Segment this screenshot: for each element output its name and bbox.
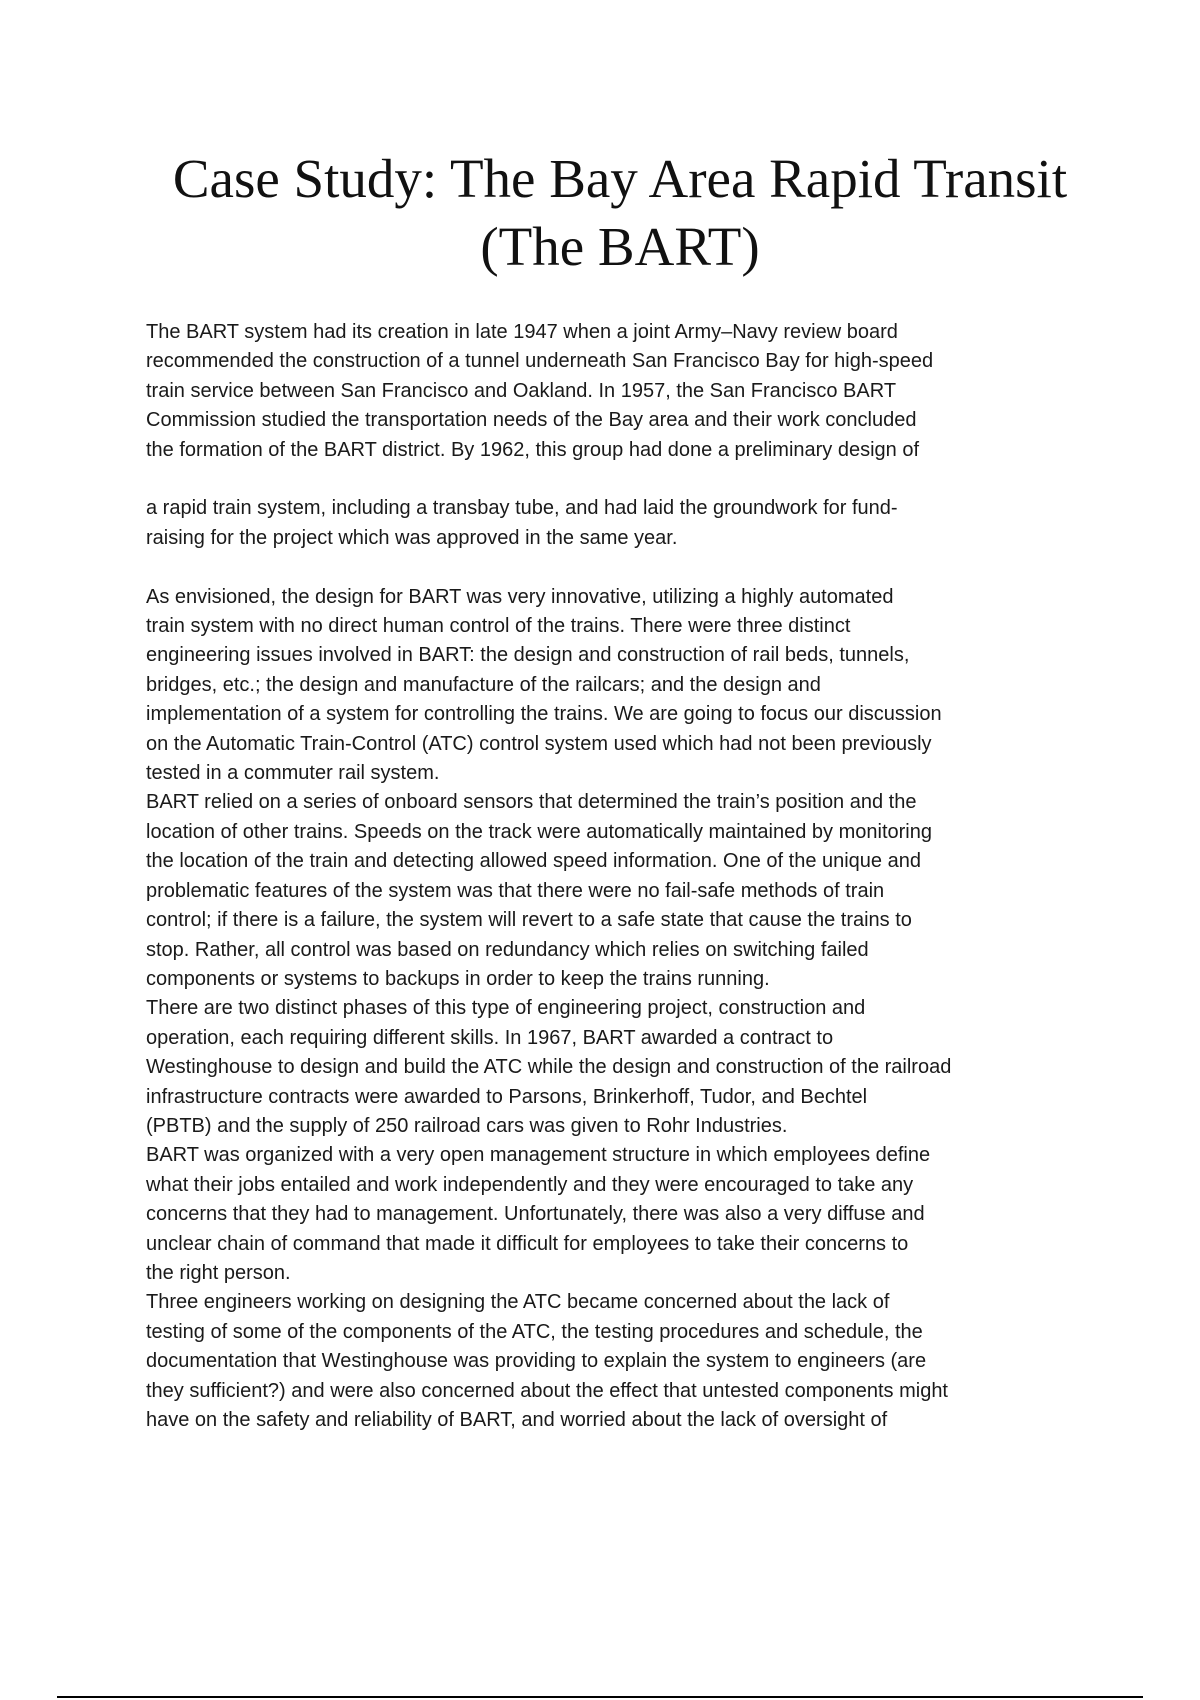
text-line: operation, each requiring different skills. In 1967, BART awarded a contract to bbox=[146, 1026, 834, 1049]
text-line: what their jobs entailed and work independently and they were encouraged to take any bbox=[146, 1173, 914, 1196]
page-title bbox=[130, 145, 1110, 281]
text-line: As envisioned, the design for BART was very innovative, utilizing a highly automated bbox=[146, 585, 894, 608]
text-line: There are two distinct phases of this type of engineering project, construction and bbox=[146, 997, 866, 1020]
text-line: location of other trains. Speeds on the track were automatically maintained by monitoring bbox=[146, 820, 932, 843]
paragraph-gap bbox=[146, 553, 1066, 582]
paragraph bbox=[146, 788, 1066, 994]
text-line: bridges, etc.; the design and manufacture of the railcars; and the design and bbox=[146, 673, 821, 696]
text-line: Westinghouse to design and build the ATC while the design and construction of the railroad bbox=[146, 1056, 952, 1079]
text-line: a rapid train system, including a transbay tube, and had laid the groundwork for fund- bbox=[146, 497, 898, 520]
text-line: they sufficient?) and were also concerned about the effect that untested components might bbox=[146, 1379, 948, 1402]
text-line: (PBTB) and the supply of 250 railroad cars was given to Rohr Industries. bbox=[146, 1114, 788, 1137]
text-line: tested in a commuter rail system. bbox=[146, 762, 440, 785]
text-line: documentation that Westinghouse was providing to explain the system to engineers (are bbox=[146, 1350, 927, 1373]
paragraph bbox=[146, 583, 1066, 789]
text-line: train service between San Francisco and Oakland. In 1957, the San Francisco BART bbox=[146, 379, 897, 402]
text-line: unclear chain of command that made it difficult for employees to take their concerns to bbox=[146, 1232, 909, 1255]
footer-rule bbox=[57, 1696, 1143, 1698]
text-line: the right person. bbox=[146, 1261, 291, 1284]
document-body bbox=[146, 318, 1066, 1435]
text-line: The BART system had its creation in late 1947 when a joint Army–Navy review board bbox=[146, 321, 898, 343]
paragraph bbox=[146, 1288, 1066, 1435]
text-line: BART relied on a series of onboard sensors that determined the train’s position and the bbox=[146, 791, 917, 814]
text-line: Three engineers working on designing the ATC became concerned about the lack of bbox=[146, 1291, 890, 1314]
text-line: BART was organized with a very open management structure in which employees define bbox=[146, 1144, 931, 1167]
text-line: implementation of a system for controlling the trains. We are going to focus our discussion bbox=[146, 703, 942, 726]
text-line: control; if there is a failure, the system will revert to a safe state that cause the trains to bbox=[146, 909, 912, 932]
paragraph bbox=[146, 1141, 1066, 1288]
title-line: Case Study: The Bay Area Rapid Transit bbox=[172, 148, 1068, 209]
text-line: have on the safety and reliability of BART, and worried about the lack of oversight of bbox=[146, 1409, 888, 1431]
text-line: testing of some of the components of the ATC, the testing procedures and schedule, the bbox=[146, 1320, 923, 1343]
text-line: infrastructure contracts were awarded to Parsons, Brinkerhoff, Tudor, and Bechtel bbox=[146, 1085, 868, 1108]
text-line: concerns that they had to management. Unfortunately, there was also a very diffuse and bbox=[146, 1203, 925, 1226]
text-line: recommended the construction of a tunnel underneath San Francisco Bay for high-speed bbox=[146, 350, 934, 373]
paragraph bbox=[146, 994, 1066, 1141]
text-line: train system with no direct human control of the trains. There were three distinct bbox=[146, 615, 851, 638]
text-line: Commission studied the transportation needs of the Bay area and their work concluded bbox=[146, 409, 917, 432]
paragraph bbox=[146, 318, 1066, 465]
title-line: (The BART) bbox=[480, 216, 760, 277]
text-line: engineering issues involved in BART: the design and construction of rail beds, tunnels, bbox=[146, 644, 910, 667]
text-line: problematic features of the system was that there were no fail-safe methods of train bbox=[146, 879, 885, 902]
text-line: components or systems to backups in order to keep the trains running. bbox=[146, 967, 770, 990]
paragraph-gap bbox=[146, 465, 1066, 494]
text-line: on the Automatic Train-Control (ATC) control system used which had not been previously bbox=[146, 732, 932, 755]
text-line: stop. Rather, all control was based on redundancy which relies on switching failed bbox=[146, 938, 869, 961]
text-line: raising for the project which was approved in the same year. bbox=[146, 526, 678, 549]
text-line: the location of the train and detecting allowed speed information. One of the unique and bbox=[146, 850, 921, 873]
paragraph bbox=[146, 494, 1066, 553]
text-line: the formation of the BART district. By 1962, this group had done a preliminary design of bbox=[146, 438, 920, 461]
